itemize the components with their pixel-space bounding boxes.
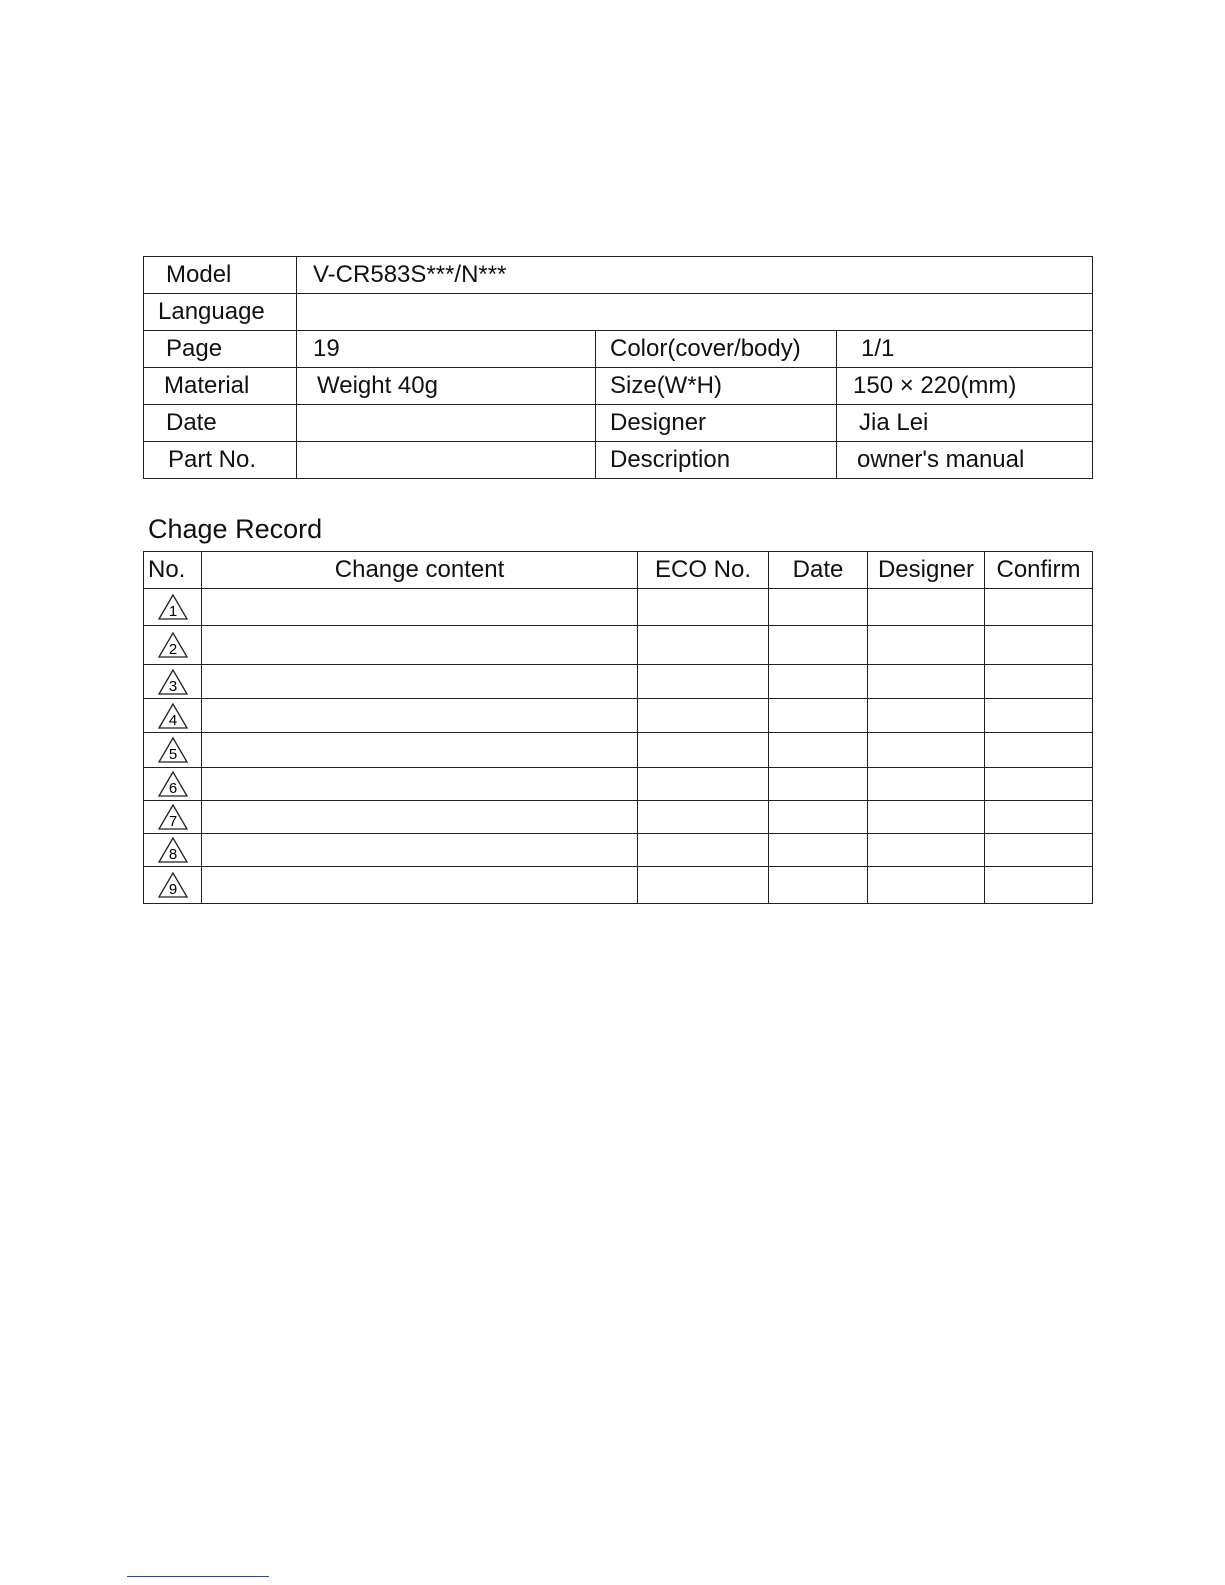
revision-triangle-cell (144, 733, 202, 768)
size-label: Size(W*H) (596, 368, 837, 405)
header-confirm: Confirm (985, 552, 1093, 589)
partno-value (297, 442, 596, 479)
confirm-cell (985, 699, 1093, 733)
designer-cell (868, 589, 985, 626)
spec-table (143, 256, 1093, 479)
warning-triangle-icon (158, 632, 188, 658)
revision-number: 6 (168, 780, 177, 797)
header-designer: Designer (868, 552, 985, 589)
eco-no-cell (638, 665, 769, 699)
warning-triangle-icon (158, 804, 188, 830)
size-value: 150 × 220(mm) (837, 368, 1093, 405)
model-value: V-CR583S***/N*** (297, 257, 1093, 294)
revision-number: 1 (168, 603, 177, 620)
date-cell (769, 699, 868, 733)
confirm-cell (985, 733, 1093, 768)
revision-number: 5 (168, 746, 177, 763)
spec-row-language (144, 294, 1093, 331)
change-record-table (143, 551, 1093, 904)
change-content-cell (202, 801, 638, 834)
designer-cell (868, 834, 985, 867)
designer-cell (868, 867, 985, 904)
confirm-cell (985, 589, 1093, 626)
header-change-content: Change content (202, 552, 638, 589)
revision-triangle-cell (144, 801, 202, 834)
change-record-title: Chage Record (148, 514, 323, 544)
eco-no-cell (638, 733, 769, 768)
partno-label: Part No. (144, 442, 297, 479)
warning-triangle-icon (158, 737, 188, 763)
designer-cell (868, 699, 985, 733)
color-value: 1/1 (837, 331, 1093, 368)
date-cell (769, 626, 868, 665)
spec-row-model (144, 257, 1093, 294)
date-label: Date (144, 405, 297, 442)
spec-row-material (144, 368, 1093, 405)
table-row (144, 626, 1093, 665)
change-content-cell (202, 699, 638, 733)
eco-no-cell (638, 801, 769, 834)
revision-triangle-cell (144, 699, 202, 733)
change-content-cell (202, 768, 638, 801)
designer-cell (868, 733, 985, 768)
warning-triangle-icon (158, 669, 188, 695)
designer-cell (868, 665, 985, 699)
date-cell (769, 801, 868, 834)
warning-triangle-icon (158, 872, 188, 898)
warning-triangle-icon (158, 837, 188, 863)
page-label: Page (144, 331, 297, 368)
revision-number: 7 (168, 813, 177, 830)
table-row (144, 768, 1093, 801)
color-label: Color(cover/body) (596, 331, 837, 368)
confirm-cell (985, 665, 1093, 699)
change-content-cell (202, 733, 638, 768)
spec-row-page (144, 331, 1093, 368)
revision-triangle-cell (144, 626, 202, 665)
material-value: Weight 40g (297, 368, 596, 405)
date-cell (769, 834, 868, 867)
date-cell (769, 589, 868, 626)
header-eco-no: ECO No. (638, 552, 769, 589)
revision-triangle-cell (144, 867, 202, 904)
table-row (144, 733, 1093, 768)
eco-no-cell (638, 834, 769, 867)
table-row (144, 665, 1093, 699)
change-record-header (144, 552, 1093, 589)
table-row (144, 834, 1093, 867)
footer-link-underline (127, 1576, 269, 1577)
date-cell (769, 665, 868, 699)
warning-triangle-icon (158, 703, 188, 729)
table-row (144, 589, 1093, 626)
language-label: Language (144, 294, 297, 331)
warning-triangle-icon (158, 771, 188, 797)
change-content-cell (202, 589, 638, 626)
confirm-cell (985, 834, 1093, 867)
model-label: Model (144, 257, 297, 294)
revision-number: 4 (168, 711, 177, 729)
revision-number: 8 (168, 846, 177, 863)
date-value (297, 405, 596, 442)
eco-no-cell (638, 626, 769, 665)
table-row (144, 801, 1093, 834)
eco-no-cell (638, 768, 769, 801)
header-date: Date (769, 552, 868, 589)
revision-number: 3 (168, 677, 177, 695)
description-value: owner's manual (837, 442, 1093, 479)
revision-triangle-cell (144, 768, 202, 801)
spec-row-partno (144, 442, 1093, 479)
table-row (144, 867, 1093, 904)
designer-cell (868, 768, 985, 801)
confirm-cell (985, 801, 1093, 834)
change-content-cell (202, 665, 638, 699)
revision-number: 2 (168, 641, 177, 658)
description-label: Description (596, 442, 837, 479)
change-content-cell (202, 867, 638, 904)
revision-triangle-cell (144, 665, 202, 699)
designer-label: Designer (596, 405, 837, 442)
date-cell (769, 768, 868, 801)
confirm-cell (985, 867, 1093, 904)
designer-value: Jia Lei (837, 405, 1093, 442)
page-value: 19 (297, 331, 596, 368)
date-cell (769, 733, 868, 768)
designer-cell (868, 801, 985, 834)
change-record-body (144, 589, 1093, 904)
date-cell (769, 867, 868, 904)
table-row (144, 699, 1093, 733)
eco-no-cell (638, 699, 769, 733)
confirm-cell (985, 626, 1093, 665)
revision-triangle-cell (144, 834, 202, 867)
language-value (297, 294, 1093, 331)
change-content-cell (202, 626, 638, 665)
spec-row-date (144, 405, 1093, 442)
revision-triangle-cell (144, 589, 202, 626)
designer-cell (868, 626, 985, 665)
header-no: No. (144, 552, 202, 589)
eco-no-cell (638, 589, 769, 626)
eco-no-cell (638, 867, 769, 904)
revision-number: 9 (168, 881, 177, 898)
confirm-cell (985, 768, 1093, 801)
material-label: Material (144, 368, 297, 405)
warning-triangle-icon (158, 594, 188, 620)
change-content-cell (202, 834, 638, 867)
